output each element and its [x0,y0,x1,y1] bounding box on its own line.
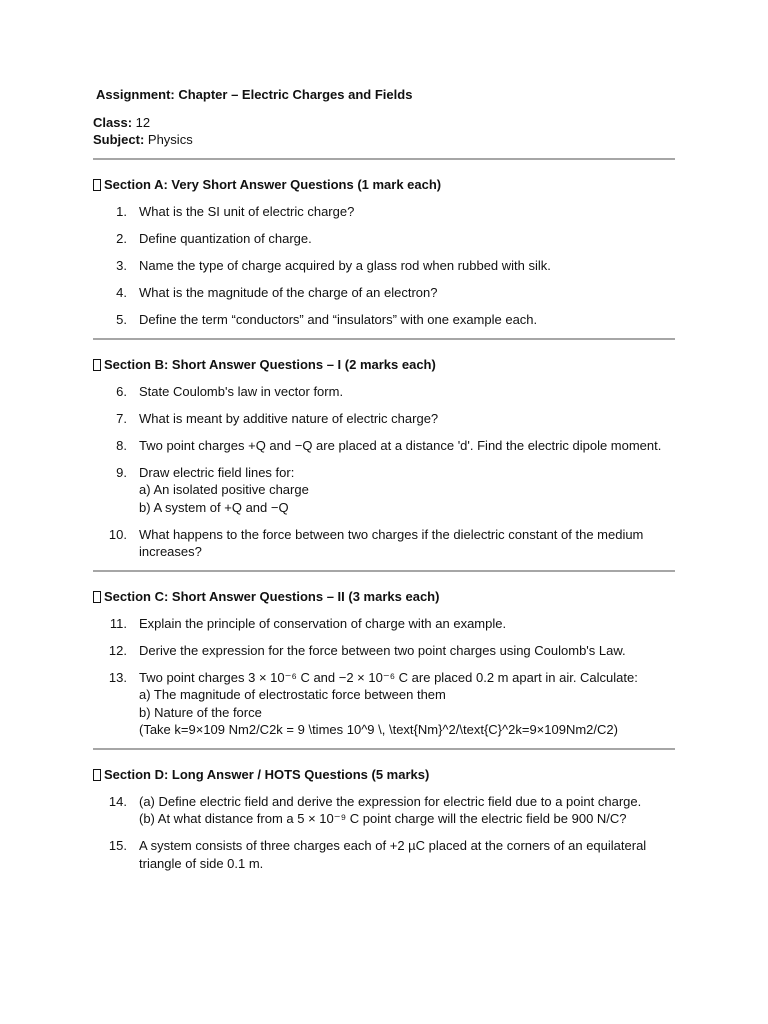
question-item [93,837,675,872]
question-line: State Coulomb's law in vector form. [139,383,344,399]
question-number: 9. [116,464,127,480]
question-item [93,203,675,221]
section-c [93,572,675,748]
question-text [139,642,675,660]
question-list [93,793,675,873]
question-text [139,793,675,828]
question-item [93,793,675,828]
question-text [139,230,675,248]
question-line: increases? [139,544,202,559]
question-text [139,437,675,455]
question-text [139,615,675,633]
question-number: 2. [116,231,127,246]
section-heading-text: Section C: Short Answer Questions – II (3 marks each) [104,588,440,604]
question-item [93,311,675,329]
question-number: 5. [116,312,127,327]
class-line [93,114,675,131]
question-line: What is the SI unit of electric charge? [139,204,355,219]
question-line: Derive the expression for the force between two point charges using Coulomb's Law. [139,642,626,658]
missing-glyph-icon [93,591,101,603]
question-text [139,383,675,401]
question-item [93,230,675,248]
question-number: 10. [108,526,127,542]
document-title: Assignment: Chapter – Electric Charges and Fields [96,87,413,102]
class-label: Class: [93,115,133,130]
question-number: 6. [116,383,127,399]
question-item [93,383,675,401]
question-text [139,284,675,302]
question-item [93,257,675,275]
section-heading [93,588,675,606]
question-line: Name the type of charge acquired by a glass rod when rubbed with silk. [139,258,551,273]
missing-glyph-icon [93,359,101,371]
question-line: Draw electric field lines for: [139,464,295,480]
section-heading-text: Section B: Short Answer Questions – I (2 marks each) [104,356,436,372]
missing-glyph-icon [93,769,101,781]
question-line: b) A system of +Q and −Q [139,499,289,515]
question-item [93,615,675,633]
section-heading-text: Section A: Very Short Answer Questions (1 mark each) [104,177,442,192]
question-line: Two point charges 3 × 10⁻⁶ C and −2 × 10⁻⁶ C are placed 0.2 m apart in air. Calculate: [139,669,638,685]
question-line: A system consists of three charges each of +2 µC placed at the corners of an equilateral [139,838,647,853]
question-item [93,410,675,428]
question-number: 1. [116,204,127,219]
question-line: (Take k=9×109 Nm2/C2k = 9 \times 10^9 \, \text{Nm}^2/\text{C}^2k=9×109Nm2/C2) [139,722,618,737]
question-list [93,615,675,739]
section-heading [93,356,675,374]
question-text [139,410,675,428]
question-item [93,284,675,302]
class-value: 12 [132,115,151,130]
question-item [93,526,675,561]
question-list [93,203,675,329]
question-number: 11. [109,615,127,631]
question-item [93,464,675,517]
question-text [139,464,675,517]
document-meta [93,114,675,148]
section-b [93,340,675,570]
subject-line [93,131,675,148]
question-line: What is the magnitude of the charge of an electron? [139,285,438,300]
question-line: triangle of side 0.1 m. [139,855,264,871]
question-text [139,837,675,872]
subject-value: Physics [144,132,193,147]
question-number: 7. [116,410,127,426]
question-text [139,526,675,561]
question-number: 4. [116,285,127,300]
question-item [93,669,675,739]
section-d [93,750,675,882]
question-text [139,311,675,329]
question-number: 15. [108,838,127,853]
question-text [139,203,675,221]
question-line: b) Nature of the force [139,704,262,720]
subject-label: Subject: [93,132,145,147]
question-line: a) The magnitude of electrostatic force between them [139,687,446,702]
question-number: 8. [116,437,127,453]
question-line: (a) Define electric field and derive the expression for electric field due to a point charge. [139,793,642,809]
question-line: What happens to the force between two charges if the dielectric constant of the medium [139,526,644,542]
question-line: a) An isolated positive charge [139,482,309,497]
document-page [93,84,675,881]
question-line: (b) At what distance from a 5 × 10⁻⁹ C point charge will the electric field be 900 N/C? [139,811,627,826]
question-list [93,383,675,561]
question-line: What is meant by additive nature of electric charge? [139,410,439,426]
question-item [93,642,675,660]
question-line: Define quantization of charge. [139,231,312,246]
missing-glyph-icon [93,179,101,191]
question-text [139,669,675,739]
question-number: 12. [108,642,127,658]
question-number: 3. [116,258,127,273]
question-number: 14. [108,793,127,809]
question-text [139,257,675,275]
question-number: 13. [108,669,127,685]
section-heading [93,176,675,194]
question-line: Two point charges +Q and −Q are placed at a distance 'd'. Find the electric dipole moment. [139,437,662,453]
section-a [93,160,675,338]
question-line: Explain the principle of conservation of charge with an example. [139,615,507,631]
section-heading [93,766,675,784]
question-item [93,437,675,455]
section-heading-text: Section D: Long Answer / HOTS Questions (5 marks) [104,766,430,782]
question-line: Define the term “conductors” and “insulators” with one example each. [139,312,538,327]
